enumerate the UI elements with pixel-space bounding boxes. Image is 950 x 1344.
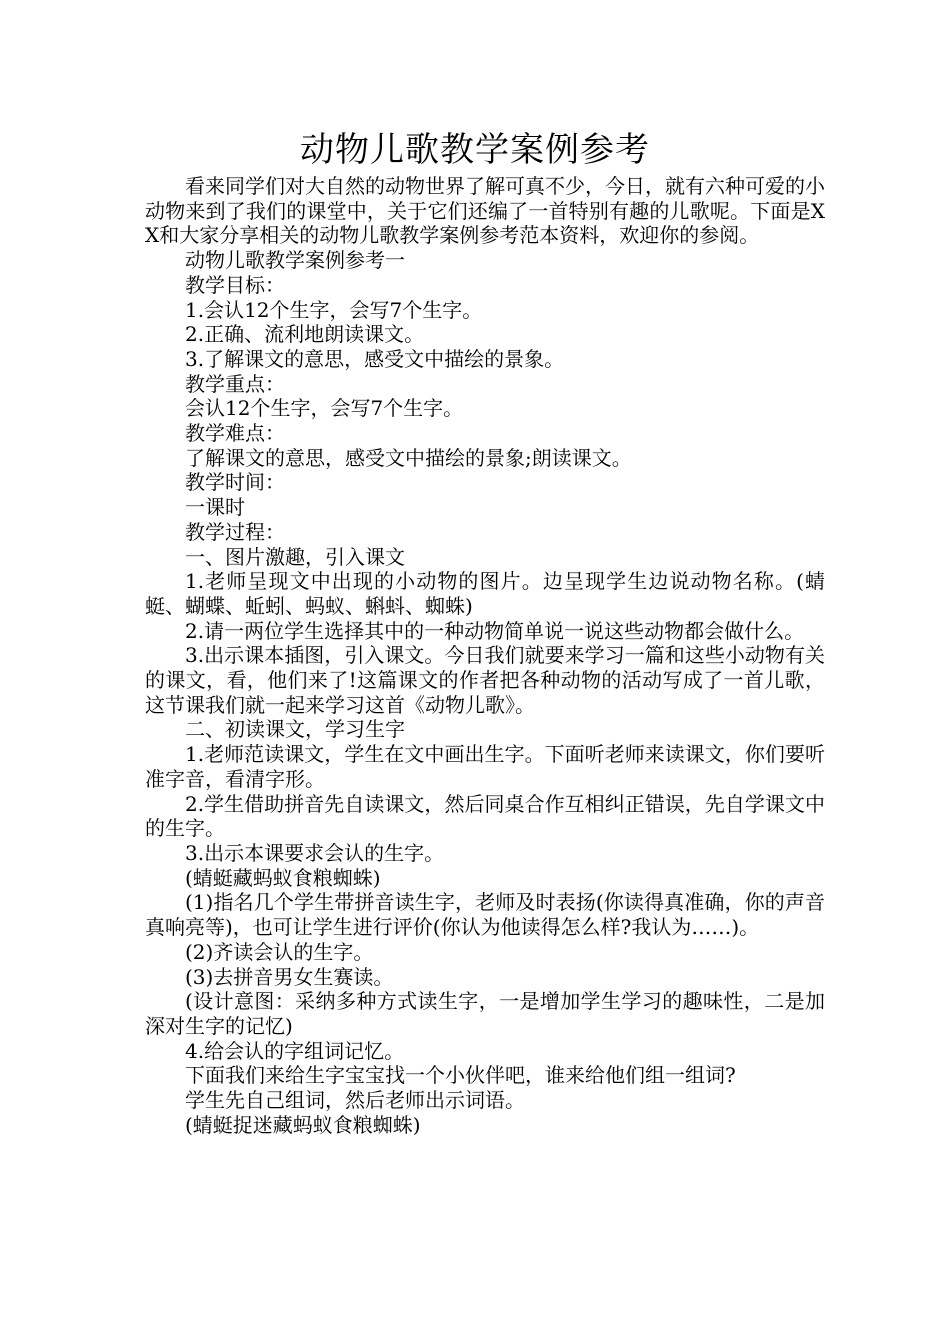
document-title: 动物儿歌教学案例参考 [300, 130, 650, 170]
paragraph: 了解课文的意思，感受文中描绘的景象;朗读课文。 [185, 445, 632, 470]
paragraph: 二、初读课文，学习生字 [185, 717, 405, 742]
paragraph: 2.正确、流利地朗读课文。 [185, 322, 425, 347]
paragraph: (3)去拼音男女生赛读。 [185, 964, 394, 989]
document-body [145, 174, 825, 1137]
paragraph: 教学难点： [185, 421, 285, 446]
paragraph: 教学时间： [185, 470, 285, 495]
paragraph: 1.老师范读课文，学生在文中画出生字。下面听老师来读课文，你们要听准字音，看清字形。 [145, 742, 825, 791]
paragraph: 动物儿歌教学案例参考一 [185, 248, 405, 273]
paragraph: 教学目标： [185, 272, 285, 297]
paragraph: 3.了解课文的意思，感受文中描绘的景象。 [185, 346, 565, 371]
paragraph: 3.出示本课要求会认的生字。 [185, 840, 445, 865]
paragraph: 1.会认12个生字，会写7个生字。 [185, 297, 483, 322]
paragraph: 会认12个生字，会写7个生字。 [185, 396, 464, 421]
paragraph: (2)齐读会认的生字。 [185, 939, 374, 964]
paragraph: (设计意图：采纳多种方式读生字，一是增加学生学习的趣味性，二是加深对生字的记忆) [145, 989, 825, 1038]
paragraph: (1)指名几个学生带拼音读生字，老师及时表扬(你读得真准确，你的声音真响亮等)，也可让学生进行评价(你认为他读得怎么样?我认为……)。 [145, 890, 825, 940]
paragraph: 2.学生借助拼音先自读课文，然后同桌合作互相纠正错误，先自学课文中的生字。 [145, 791, 825, 841]
paragraph: 教学过程： [185, 519, 285, 544]
paragraph: 3.出示课本插图，引入课文。今日我们就要来学习一篇和这些小动物有关的课文，看，他们来了!这篇课文的作者把各种动物的活动写成了一首儿歌，这节课我们就一起来学习这首《动物儿歌》。 [145, 643, 825, 717]
paragraph: 一课时 [185, 495, 245, 520]
paragraph: (蜻蜓捉迷藏蚂蚁食粮蜘蛛) [185, 1112, 421, 1137]
paragraph: 下面我们来给生字宝宝找一个小伙伴吧，谁来给他们组一组词? [185, 1063, 736, 1088]
paragraph: 教学重点： [185, 371, 285, 396]
paragraph: 2.请一两位学生选择其中的一种动物简单说一说这些动物都会做什么。 [185, 618, 805, 643]
paragraph: (蜻蜓藏蚂蚁食粮蜘蛛) [185, 865, 381, 890]
paragraph: 4.给会认的字组词记忆。 [185, 1038, 405, 1063]
paragraph: 学生先自己组词，然后老师出示词语。 [185, 1088, 525, 1113]
paragraph: 看来同学们对大自然的动物世界了解可真不少，今日，就有六种可爱的小动物来到了我们的课堂中，关于它们还编了一首特别有趣的儿歌呢。下面是XX和大家分享相关的动物儿歌教学案例参考范本资料，欢迎你的参阅。 [145, 174, 825, 248]
paragraph: 1.老师呈现文中出现的小动物的图片。边呈现学生边说动物名称。(蜻蜓、蝴蝶、蚯蚓、蚂蚁、蝌蚪、蜘蛛) [145, 569, 825, 618]
paragraph: 一、图片激趣，引入课文 [185, 544, 405, 569]
